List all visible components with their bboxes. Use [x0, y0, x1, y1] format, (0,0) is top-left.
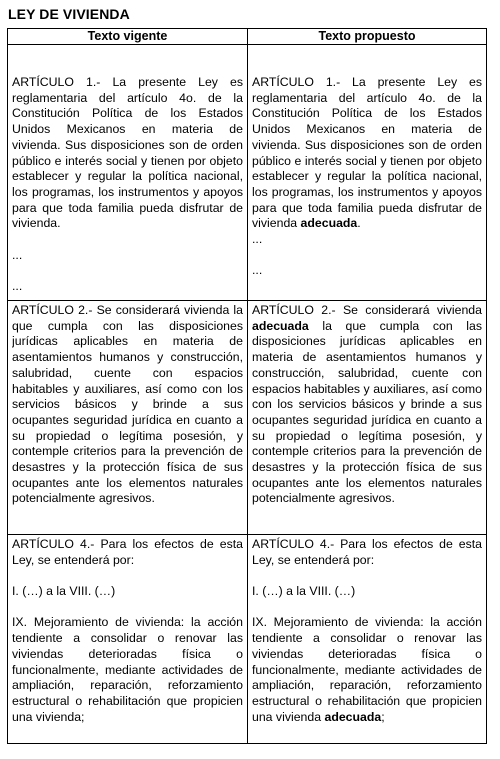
- cell-article-4-proposed: [248, 535, 487, 744]
- article-4-current-fraction-ix: IX. Mejoramiento de vivienda: la acción tendiente a consolidar o renovar las viviendas deterioradas física o funcionalmente, mediante actividades de ampliación, reparación, reforzamiento estructural o rehabilitación que propicien una vivienda;: [12, 615, 243, 724]
- emphasis-adecuada: adecuada: [324, 709, 382, 724]
- cell-article-2-current: [8, 301, 248, 535]
- article-2-proposed-lead: ARTÍCULO 2.- Se considerará vivienda: [252, 303, 482, 317]
- comparison-table: [7, 28, 487, 744]
- article-4-current-fractions: I. (…) a la VIII. (…): [12, 584, 116, 599]
- article-1-proposed-text: [252, 75, 482, 232]
- header-current-text: Texto vigente: [8, 29, 248, 45]
- document-title: LEY DE VIVIENDA: [8, 6, 130, 22]
- article-2-proposed-text: [252, 303, 482, 507]
- article-4-proposed-fractions: I. (…) a la VIII. (…): [252, 584, 356, 599]
- table-row-article-1: [8, 45, 487, 301]
- cell-article-4-current: [8, 535, 248, 744]
- article-1-current-text: ARTÍCULO 1.- La presente Ley es reglamentaria del artículo 4o. de la Constitución Política de los Estados Unidos Mexicanos en materia de vivienda. Sus disposiciones son de orden público e interés social y tienen por objeto establecer y regular la política nacional, los programas, los instrumentos y apoyos para que toda familia pueda disfrutar de vivienda.: [12, 75, 243, 231]
- article-2-current-text: ARTÍCULO 2.- Se considerará vivienda la que cumpla con las disposiciones jurídicas aplicables en materia de asentamientos humanos y construcción, salubridad, cuente con espacios habitables y auxiliares, así como con los servicios básicos y brinde a sus ocupantes seguridad jurídica en cuanto a su propiedad o legítima posesión, y contemple criterios para la prevención de desastres y la protección física de sus ocupantes ante los elementos naturales potencialmente agresivos.: [12, 303, 243, 506]
- article-4-current-intro: ARTÍCULO 4.- Para los efectos de esta Ley, se entenderá por:: [12, 537, 243, 567]
- header-proposed-text: Texto propuesto: [248, 29, 487, 45]
- punctuation: ;: [381, 709, 385, 724]
- ellipsis: ...: [12, 247, 23, 262]
- table-row-article-4: [8, 535, 487, 744]
- article-4-proposed-intro: ARTÍCULO 4.- Para los efectos de esta Ley, se entenderá por:: [252, 537, 482, 567]
- ellipsis: ...: [12, 279, 23, 294]
- article-4-proposed-fraction-ix: [252, 615, 482, 725]
- header-row: [8, 29, 487, 45]
- ellipsis: ...: [252, 232, 263, 247]
- punctuation: .: [357, 216, 361, 231]
- cell-article-1-proposed: [248, 45, 487, 301]
- article-4-proposed-ix-body: IX. Mejoramiento de vivienda: la acción tendiente a consolidar o renovar las viviendas deterioradas física o funcionalmente, mediante actividades de ampliación, reparación, reforzamiento estructural o rehabilitación que propicien una vivienda: [252, 615, 482, 724]
- cell-article-2-proposed: [248, 301, 487, 535]
- table-row-article-2: [8, 301, 487, 535]
- emphasis-adecuada: adecuada: [252, 318, 309, 333]
- article-1-proposed-body: ARTÍCULO 1.- La presente Ley es reglamentaria del artículo 4o. de la Constitución Política de los Estados Unidos Mexicanos en materia de vivienda. Sus disposiciones son de orden público e interés social y tienen por objeto establecer y regular la política nacional, los programas, los instrumentos y apoyos para que toda familia pueda disfrutar de vivienda: [252, 75, 482, 231]
- article-2-proposed-body: la que cumpla con las disposiciones jurídicas aplicables en materia de asentamientos humanos y construcción, salubridad, cuente con espacios habitables y auxiliares, así como con los servicios básicos y brinde a sus ocupantes seguridad jurídica en cuanto a su propiedad o legítima posesión, y contemple criterios para la prevención de desastres y la protección física de sus ocupantes ante los elementos naturales potencialmente agresivos.: [252, 318, 482, 506]
- emphasis-adecuada: adecuada: [300, 216, 358, 231]
- ellipsis: ...: [252, 263, 263, 278]
- cell-article-1-current: [8, 45, 248, 301]
